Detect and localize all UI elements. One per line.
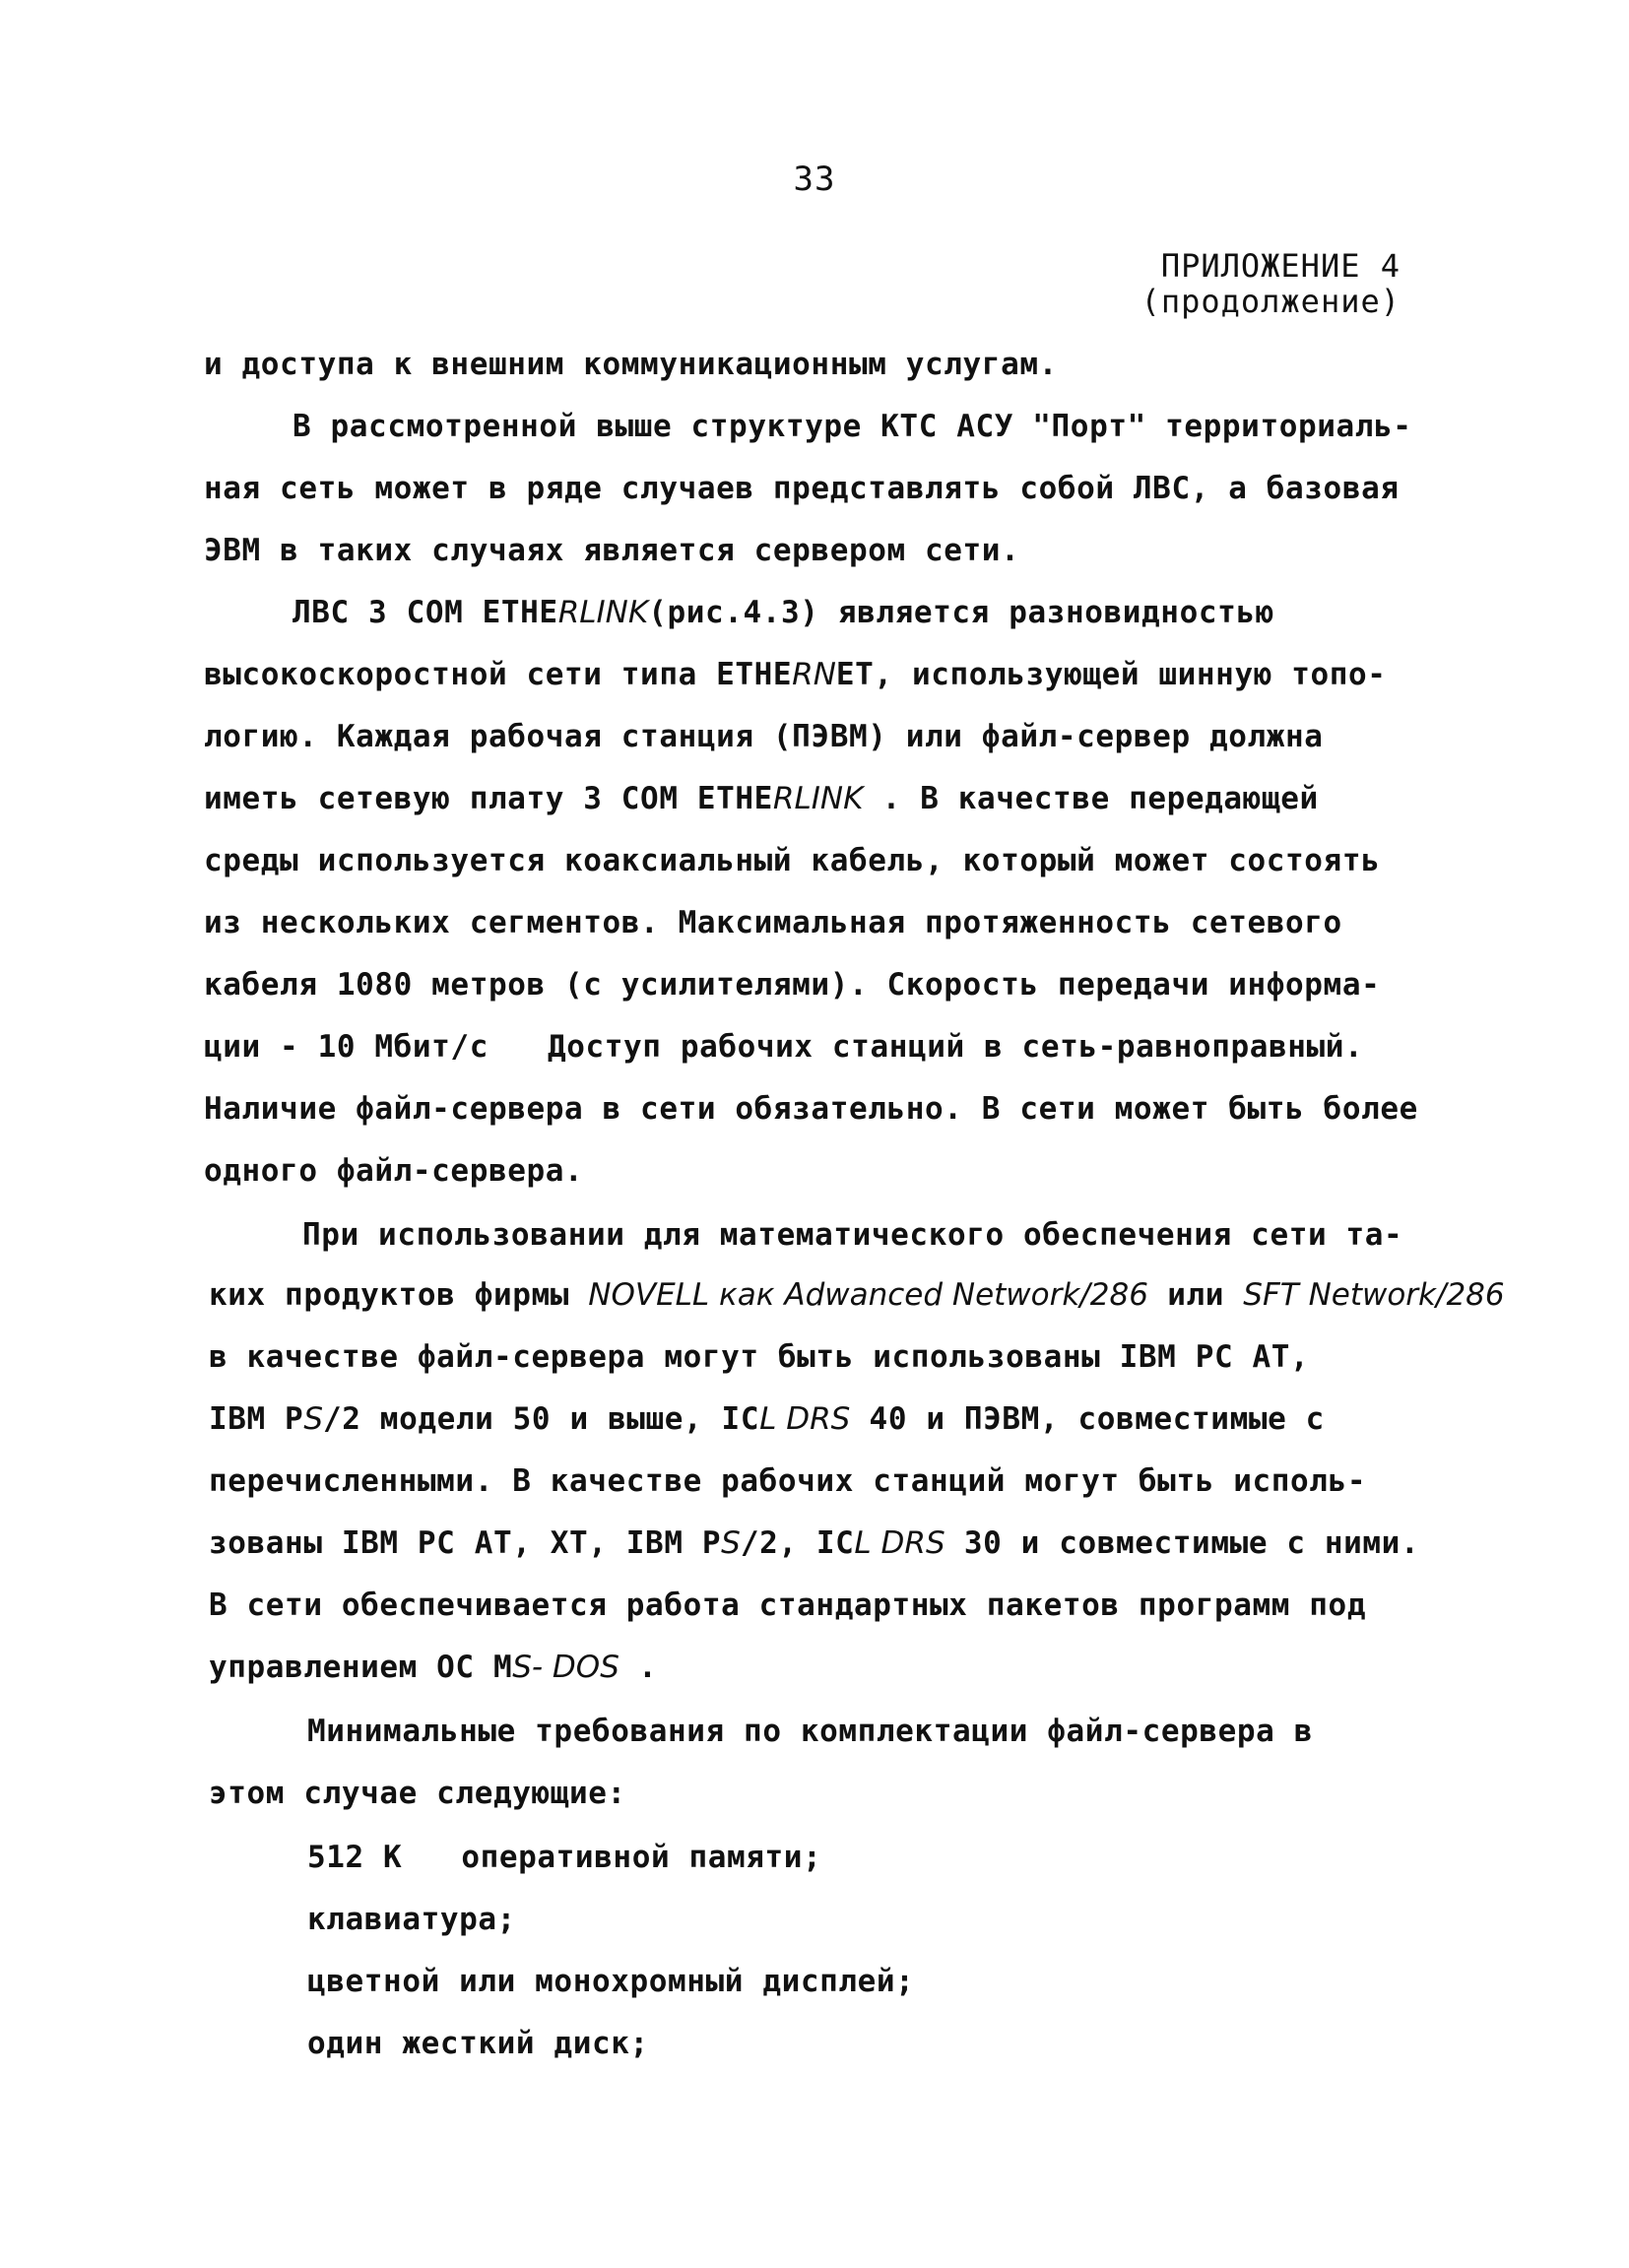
text-segment: 40 и ПЭВМ, совместимые с [850,1401,1325,1437]
text-segment: . [619,1650,658,1685]
text-line-24: этом случае следующие: [209,1776,626,1811]
page-number: 33 [793,160,836,199]
text-line-23: Минимальные требования по комплектации файл-сервера в [307,1714,1313,1749]
text-line-7: логию. Каждая рабочая станция (ПЭВМ) или файл-сервер должна [204,719,1324,754]
text-segment: ции - 10 Мбит/с [204,1029,489,1065]
text-line-20 [209,1525,1419,1561]
text-segment: Доступ рабочих станций в сеть-равноправный. [547,1029,1364,1065]
text-segment: ких продуктов фирмы [209,1277,589,1313]
requirement-item-memory [307,1840,821,1875]
handwritten-insert: L DRS [854,1525,945,1561]
requirement-item-display: цветной или монохромный дисплей; [307,1964,915,1999]
text-line-21: В сети обеспечивается работа стандартных пакетов программ под [209,1588,1367,1623]
text-line-5 [293,595,1274,630]
handwritten-insert: NOVELL как Adwanced Network/286 [588,1277,1148,1313]
text-line-17: в качестве файл-сервера могут быть использованы IBM PC AT, [209,1339,1310,1375]
text-line-4: ЭВМ в таких случаях является сервером сети. [204,533,1020,568]
text-line-22 [209,1650,657,1685]
text-segment: управлением ОС M [209,1650,513,1685]
text-segment: зованы IBM PC AT, XT, IBM P [209,1525,722,1561]
text-segment: IBM P [209,1401,304,1437]
text-segment: 30 и совместимые с ними. [945,1525,1420,1561]
text-line-16 [209,1277,1505,1313]
appendix-continuation: (продолжение) [1140,283,1401,320]
text-line-1: и доступа к внешним коммуникационным услугам. [204,347,1058,382]
text-segment: оперативной памяти; [461,1840,822,1875]
handwritten-insert: RN [792,657,836,692]
handwritten-insert: L DRS [759,1401,851,1437]
handwritten-insert: S [303,1401,324,1437]
handwritten-insert: S- DOS [512,1650,619,1685]
text-line-15: При использовании для математического обеспечения сети та- [302,1217,1403,1253]
handwritten-insert: RLINK [772,781,864,816]
text-line-3: ная сеть может в ряде случаев представлять собой ЛВС, а базовая [204,471,1400,506]
text-segment: ЛВС 3 COM ETHE [293,595,558,630]
text-line-19: перечисленными. В качестве рабочих станций могут быть исполь- [209,1463,1367,1499]
text-segment: 512 К [307,1840,403,1875]
text-line-11: кабеля 1080 метров (с усилителями). Скорость передачи информа- [204,967,1381,1003]
handwritten-insert: S [721,1525,741,1561]
text-segment: . В качестве передающей [863,781,1319,816]
text-line-8 [204,781,1319,816]
text-segment: /2, IC [740,1525,855,1561]
text-line-2: В рассмотренной выше структуре КТС АСУ "Порт" территориаль- [293,409,1412,444]
text-line-6 [204,657,1387,692]
appendix-title: ПРИЛОЖЕНИЕ 4 [1160,247,1401,285]
handwritten-insert: RLINK [557,595,649,630]
text-segment: ET, использующей шинную топо- [835,657,1387,692]
requirement-item-disk: один жесткий диск; [307,2026,649,2061]
text-line-12 [204,1029,1363,1065]
text-segment: иметь сетевую плату 3 COM ETHE [204,781,773,816]
requirement-item-keyboard: клавиатура; [307,1902,516,1937]
text-segment: (рис.4.3) является разновидностью [648,595,1274,630]
handwritten-insert: SFT Network/286 [1243,1277,1505,1313]
text-segment: высокоскоростной сети типа ETHE [204,657,793,692]
text-segment: /2 модели 50 и выше, IC [323,1401,760,1437]
text-line-9: среды используется коаксиальный кабель, который может состоять [204,843,1381,878]
text-segment: или [1147,1277,1244,1313]
text-line-13: Наличие файл-сервера в сети обязательно. В сети может быть более [204,1091,1418,1127]
text-line-18 [209,1401,1325,1437]
text-line-10: из нескольких сегментов. Максимальная протяженность сетевого [204,905,1342,940]
text-line-14: одного файл-сервера. [204,1153,584,1189]
appendix-header [1141,248,1401,319]
